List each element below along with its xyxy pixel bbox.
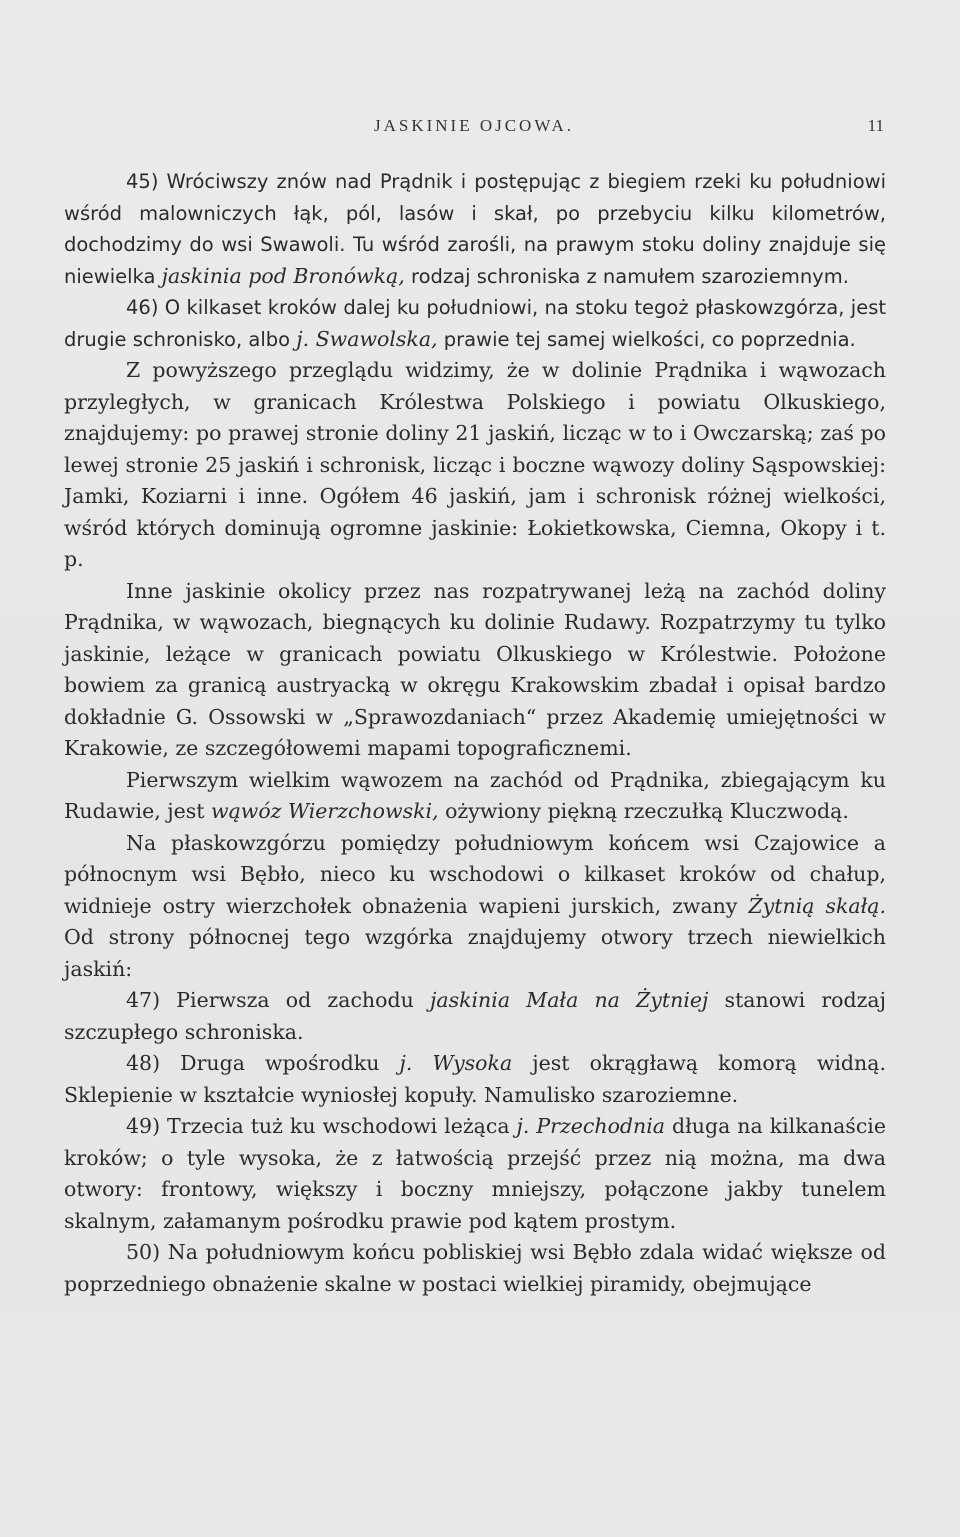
paragraph-segment: ożywiony piękną rzeczułką Kluczwodą. bbox=[438, 799, 849, 823]
italic-cave-name: j. Przechodnia bbox=[516, 1114, 666, 1138]
paragraph-segment: jest okrągławą komorą widną. Sklepienie w kształcie wyniosłej kopuły. Namulisko szaroziemne. bbox=[64, 1051, 886, 1107]
italic-cave-name: j. Swawolska, bbox=[296, 326, 438, 351]
paragraph-summary bbox=[64, 355, 886, 576]
paragraph-segment: 46) O kilkaset kroków dalej ku południowi, na stoku tegoż płaskowzgórza, jest drugie schronisko, albo bbox=[64, 296, 886, 351]
paragraph-segment: Od strony północnej tego wzgórka znajdujemy otwory trzech niewielkich jaskiń: bbox=[64, 925, 886, 981]
paragraph-segment: 47) Pierwsza od zachodu bbox=[126, 988, 430, 1012]
paragraph-45 bbox=[64, 166, 886, 292]
paragraph-segment: Na płaskowzgórzu pomiędzy południowym końcem wsi Czajowice a północnym wsi Bębło, nieco ku wschodowi o kilkaset kroków od chałup, widnieje ostry wierzchołek obnażenia wapieni jurskich, zwany bbox=[64, 830, 886, 918]
paragraph-48 bbox=[64, 1048, 886, 1111]
paragraph-segment: 45) Wróciwszy znów nad Prądnik i postępując z biegiem rzeki ku południowi wśród malowniczych łąk, pól, lasów i skał, po przebyciu kilku kilometrów, dochodzimy do wsi Swawoli. Tu wśród zarośli, na prawym stoku doliny znajduje się niewielka bbox=[64, 170, 886, 288]
italic-place-name: wąwóz Wierzchowski, bbox=[211, 799, 439, 823]
paragraph-zytnia bbox=[64, 828, 886, 986]
paragraph-50 bbox=[64, 1237, 886, 1300]
paragraph-segment: rodzaj schroniska z namułem szaroziemnym. bbox=[404, 264, 849, 288]
body-text bbox=[64, 166, 886, 1300]
paragraph-segment: 50) Na południowym końcu pobliskiej wsi Bębło zdala widać większe od poprzedniego obnażenie skalne w postaci wielkiej piramidy, obejmujące bbox=[64, 1240, 886, 1296]
paragraph-segment: prawie tej samej wielkości, co poprzednia. bbox=[437, 327, 856, 351]
paragraph-segment: Z powyższego przeglądu widzimy, że w dolinie Prądnika i wąwozach przyległych, w granicach Królestwa Polskiego i powiatu Olkuskiego, znajdujemy: po prawej stronie doliny 21 jaskiń, licząc w to i Owczarską; zaś po lewej stronie 25 jaskiń i schronisk, licząc i boczne wąwozy doliny Sąspowskiej: Jamki, Koziarni i inne. Ogółem 46 jaskiń, jam i schronisk różnej wielkości, wśród których dominują ogromne jaskinie: Łokietkowska, Ciemna, Okopy i t. p. bbox=[64, 358, 886, 571]
paragraph-segment: długa na kilkanaście kroków; o tyle wysoka, że z łatwością przejść przez nią można, ma dwa otwory: frontowy, większy i boczny mniejszy, połączone jakby tunelem skalnym, załamanym pośrodku prawie pod kątem prostym. bbox=[64, 1114, 886, 1233]
italic-place-name: Żytnią skałą. bbox=[748, 893, 886, 918]
running-head: JASKINIE OJCOWA. bbox=[373, 116, 575, 135]
italic-cave-name: jaskinia Mała na Żytniej bbox=[429, 988, 709, 1012]
paragraph-segment: 48) Druga wpośrodku bbox=[126, 1051, 400, 1075]
italic-cave-name: j. Wysoka bbox=[399, 1051, 513, 1075]
page-number: 11 bbox=[867, 116, 884, 135]
paragraph-47 bbox=[64, 985, 886, 1048]
italic-cave-name: jaskinia pod Bronówką, bbox=[161, 263, 405, 288]
paragraph-other-caves bbox=[64, 576, 886, 765]
paragraph-wierzchowski bbox=[64, 765, 886, 828]
paragraph-segment: stanowi rodzaj szczupłego schroniska. bbox=[64, 988, 886, 1044]
paragraph-segment: 49) Trzecia tuż ku wschodowi leżąca bbox=[126, 1114, 517, 1138]
paragraph-segment: Inne jaskinie okolicy przez nas rozpatrywanej leżą na zachód doliny Prądnika, w wąwozach, biegnących ku dolinie Rudawy. Rozpatrzymy tu tylko jaskinie, leżące w granicach powiatu Olkuskiego w Królestwie. Położone bowiem za granicą austryacką w okręgu Krakowskim zbadał i opisał bardzo dokładnie G. Ossowski w „Sprawozdaniach“ przez Akademię umiejętności w Krakowie, ze szczegółowemi mapami topograficznemi. bbox=[64, 578, 886, 760]
page-header bbox=[64, 116, 884, 140]
paragraph-46 bbox=[64, 292, 886, 355]
paragraph-49 bbox=[64, 1111, 886, 1237]
paragraph-segment: Pierwszym wielkim wąwozem na zachód od Prądnika, zbiegającym ku Rudawie, jest bbox=[64, 767, 886, 823]
